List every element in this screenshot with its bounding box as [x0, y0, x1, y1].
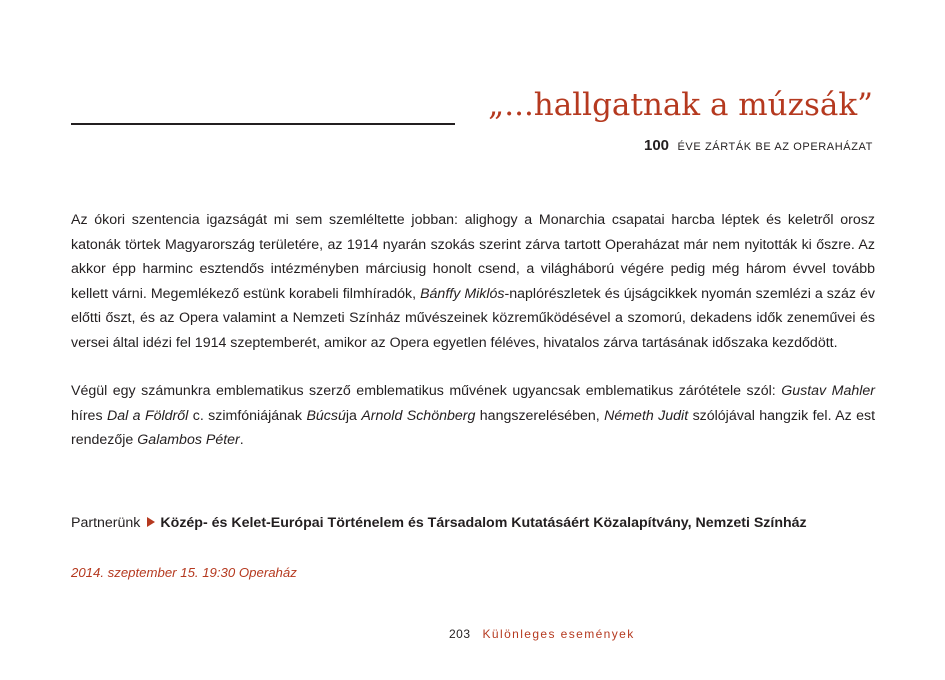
director-name: Galambos Péter [137, 432, 240, 448]
partner-line [71, 513, 807, 533]
paragraph-2 [71, 379, 875, 453]
paragraph-2-text-c: c. szimfóniájának [188, 407, 307, 424]
partner-names: Közép- és Kelet-Európai Történelem és Társadalom Kutatásáért Közalapítvány, Nemzeti Színház [160, 515, 807, 531]
partner-label: Partnerünk [71, 515, 141, 531]
event-date-place: 2014. szeptember 15. 19:30 Operaház [71, 565, 297, 580]
paragraph-1 [71, 208, 875, 355]
paragraph-2-text-a: Végül egy számunkra emblematikus szerző emblematikus művének ugyancsak emblematikus zárótétele szól: [71, 383, 782, 399]
title-rule [71, 123, 455, 125]
page-footer [449, 627, 635, 641]
subtitle-number: 100 [644, 137, 670, 154]
person-name-banffy: Bánffy Miklós [420, 285, 505, 302]
page-number: 203 [449, 627, 471, 641]
paragraph-2-text-e: hangszerelésében, [475, 407, 605, 424]
page-title: „...hallgatnak a múzsák” [488, 87, 873, 123]
arranger-name: Arnold Schönberg [361, 407, 476, 424]
paragraph-2-text-d: ja [345, 407, 362, 424]
body-text [71, 208, 875, 453]
arrow-right-icon [147, 517, 155, 527]
paragraph-2-text-f: szólójával hangzik fel. Az est rendezője [71, 407, 876, 448]
work-title: Dal a Földről [106, 407, 189, 424]
movement-title: Búcsú [306, 407, 346, 424]
section-name: Különleges események [482, 627, 635, 641]
paragraph-2-text-b: híres [71, 407, 107, 424]
paragraph-1-text-b: -naplórészletek és újságcikkek nyomán szemlézi a száz év előtti őszt, és az Opera valamint a Nemzeti Színház művészeinek közreműködésével a szomorú, dekadens idők zeneművei és versei által idézi fel 1914 szeptemberét, amikor az Opera egyetlen féléves, hivatalos zárva tartásának időszaka kezdődött. [71, 285, 875, 351]
paragraph-1-text-a: Az ókori szentencia igazságát mi sem szemléltette jobban: alighogy a Monarchia csapatai harcba léptek és keletről orosz katonák törtek Magyarország területére, az 1914 nyarán szokás szerint zárva tartott Operaházat már nem nyitották ki őszre. Az akkor épp harminc esztendős intézményben márciusig honolt csend, a világháború végére pedig még három évvel tovább kellett várni. Megemlékező estünk korabeli filmhíradók, [71, 212, 875, 302]
composer-name: Gustav Mahler [781, 383, 875, 399]
soloist-name: Németh Judit [604, 407, 689, 424]
paragraph-2-text-g: . [239, 432, 244, 448]
subtitle-text: ÉVE ZÁRTÁK BE AZ OPERAHÁZAT [677, 141, 873, 153]
page-subtitle [644, 137, 873, 155]
